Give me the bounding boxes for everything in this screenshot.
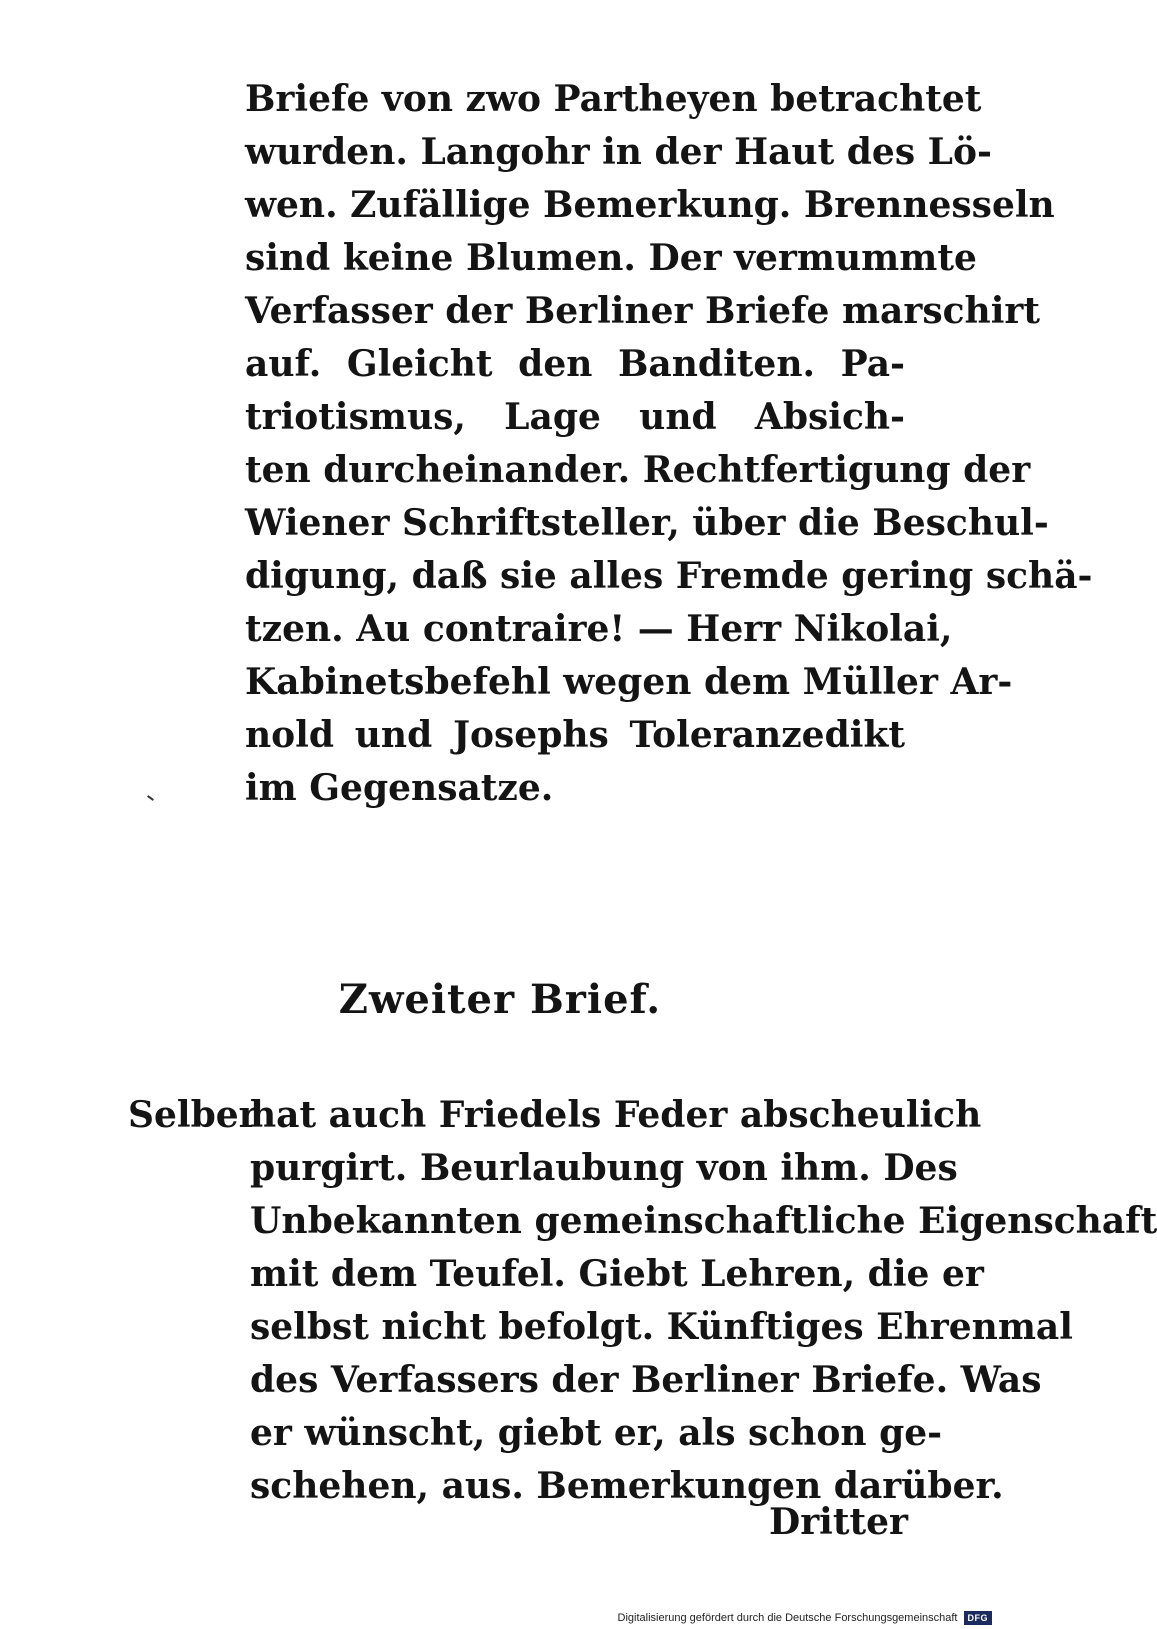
text-line: er wünscht, giebt er, als schon ge- (250, 1412, 943, 1454)
text-line: triotismus, Lage und Absich- (245, 396, 905, 438)
text-line: digung, daß sie alles Fremde gering schä- (245, 555, 1093, 597)
text-line: nold und Josephs Toleranzedikt (245, 714, 905, 756)
text-line: ten durcheinander. Rechtfertigung der (245, 449, 1031, 491)
catchword: Dritter (769, 1501, 908, 1543)
text-line: Kabinetsbefehl wegen dem Müller Ar- (245, 661, 1013, 703)
stray-mark (147, 795, 154, 801)
text-line: purgirt. Beurlaubung von ihm. Des (250, 1147, 958, 1189)
text-line: hat auch Friedels Feder abscheulich (250, 1094, 982, 1136)
text-line: wurden. Langohr in der Haut des Lö- (245, 131, 992, 173)
hanging-word: Selber (128, 1094, 258, 1136)
text-line: sind keine Blumen. Der vermummte (245, 237, 977, 279)
text-line: Briefe von zwo Partheyen betrachtet (245, 78, 982, 120)
text-line: wen. Zufällige Bemerkung. Brennesseln (245, 184, 1055, 226)
text-line: Verfasser der Berliner Briefe marschirt (245, 290, 1040, 332)
text-line: selbst nicht befolgt. Künftiges Ehrenmal (250, 1306, 1073, 1348)
footer-text: Digitalisierung gefördert durch die Deutsche Forschungsgemeinschaft (617, 1612, 958, 1624)
dfg-logo: DFG (964, 1611, 993, 1625)
text-line: auf. Gleicht den Banditen. Pa- (245, 343, 905, 385)
digitization-footer (618, 1611, 992, 1625)
text-line: schehen, aus. Bemerkungen darüber. (250, 1465, 1004, 1507)
text-line: des Verfassers der Berliner Briefe. Was (250, 1359, 1042, 1401)
text-line: tzen. Au contraire! — Herr Nikolai, (245, 608, 953, 650)
text-line: Unbekannten gemeinschaftliche Eigenschaft (250, 1200, 1157, 1242)
text-line: mit dem Teufel. Giebt Lehren, die er (250, 1253, 984, 1295)
text-line: Wiener Schriftsteller, über die Beschul- (245, 502, 1049, 544)
text-line: im Gegensatze. (245, 767, 554, 809)
section-heading: Zweiter Brief. (338, 976, 662, 1023)
